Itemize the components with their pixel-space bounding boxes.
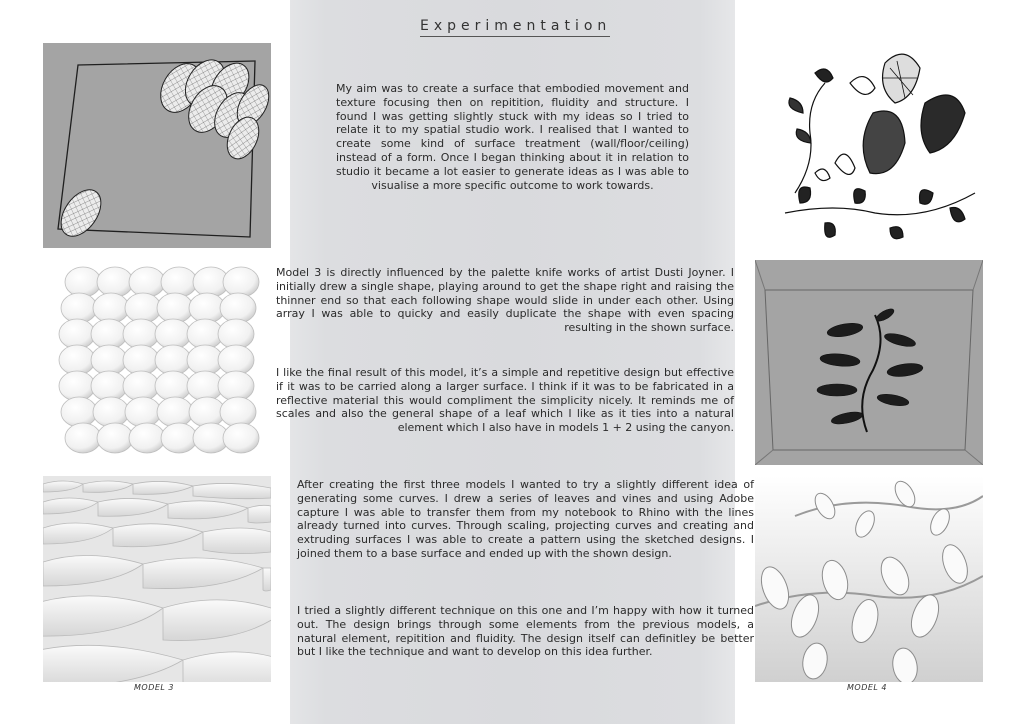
- caption-model-3: MODEL 3: [134, 683, 175, 692]
- model4-paragraph-2: I tried a slightly different technique on this one and I’m happy with how it turned out. The design brings through some elements from the previous models, a natural element, repitition and fluidity. The design itself can definitley be better but I like the technique and want to develop on this idea further.: [297, 604, 754, 659]
- model3-paragraph-2: I like the final result of this model, it’s a simple and repetitive design but effective if it was to be carried along a larger surface. I think if it was to be fabricated in a reflective material this would compliment the simplicity nicely. It reminds me of scales and also the general shape of a leaf which I like as it ties into a natural element which I also have in models 1 + 2 using the canyon.: [276, 366, 734, 435]
- leaf-sketches-image: [755, 43, 983, 248]
- page-title: Experimentation: [420, 18, 610, 37]
- model3-paragraph-1: Model 3 is directly influenced by the palette knife works of artist Dusti Joyner. I initially drew a single shape, playing around to get the shape right and raising the thinner end so that each following shape would slide in under each other. Using array I was able to quicky and easily duplicate the shape with even spacing resulting in the shown surface.: [276, 266, 734, 335]
- model3-scales-array-image: [43, 260, 271, 465]
- model4-paragraph-1: After creating the first three models I wanted to try a slightly different idea of generating some curves. I drew a series of leaves and vines and using Adobe capture I was able to transfer them from my notebook to Rhino with the lines already turned into curves. Through scaling, projecting curves and creating and extruding surfaces I was able to create a pattern using the sketched designs. I joined them to a base surface and ended up with the shown design.: [297, 478, 754, 560]
- model4-render-image: [755, 476, 983, 682]
- intro-paragraph: My aim was to create a surface that embodied movement and texture focusing then on repitition, fluidity and structure. I found I was getting slightly stuck with my ideas so I tried to relate it to my spatial studio work. I realised that I wanted to create some kind of surface treatment (wall/floor/ceiling) instead of a form. Once I began thinking about it in relation to studio it became a lot easier to generate ideas as I was able to visualise a more specific outcome to work towards.: [336, 82, 689, 192]
- caption-model-4: MODEL 4: [847, 683, 888, 692]
- model3-perspective-render-image: [43, 476, 271, 682]
- model4-viewport-vine-image: [755, 260, 983, 465]
- model-viewport-leaves-image: [43, 43, 271, 248]
